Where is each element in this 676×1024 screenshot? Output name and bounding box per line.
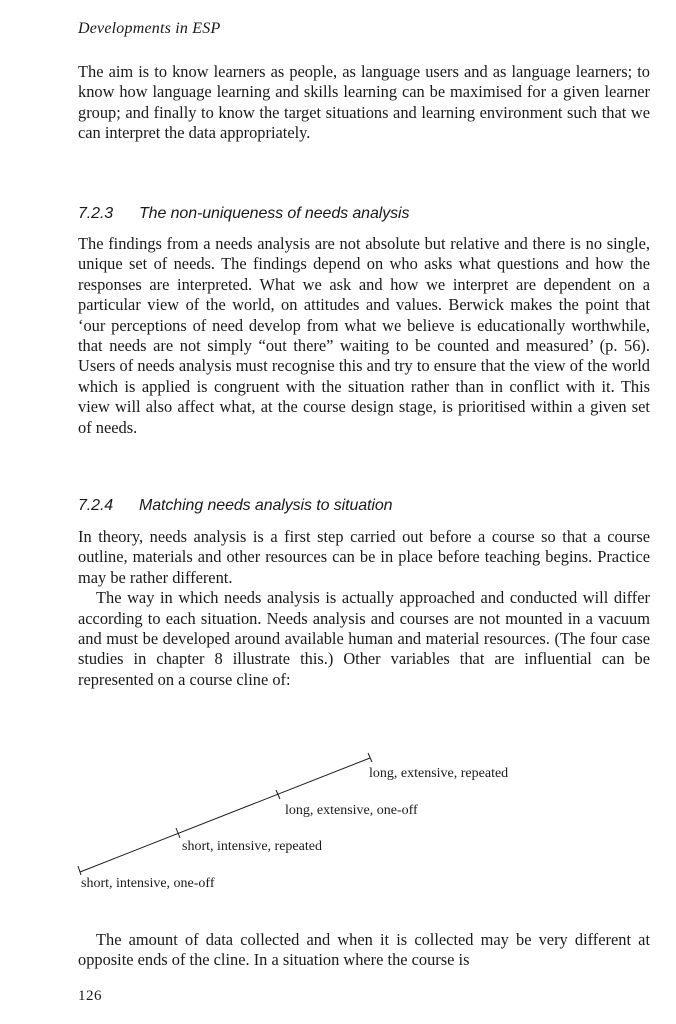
running-head: Developments in ESP (78, 20, 221, 37)
section-7-2-4-body (78, 527, 650, 690)
cline-label-long-repeated: long, extensive, repeated (369, 766, 509, 781)
section-number: 7.2.3 (78, 205, 114, 222)
intro-paragraph: The aim is to know learners as people, as language users and as language learners; to know how language learning and skills learning can be maximised for a given learner group; and finally to know the target situations and learning environment such that we can interpret the data appropriately. (78, 62, 650, 143)
section-heading-7-2-3 (78, 205, 409, 223)
page-number: 126 (78, 988, 102, 1004)
cline-tick-long-repeated (368, 753, 372, 762)
cline-label-long-oneoff: long, extensive, one-off (285, 803, 418, 818)
cline-label-short-oneoff: short, intensive, one-off (81, 876, 215, 891)
section-title: The non-uniqueness of needs analysis (139, 205, 410, 222)
section-7-2-4-paragraph-2: The way in which needs analysis is actually approached and conducted will differ according to each situation. Needs analysis and courses are not mounted in a vacuum and must be developed around available human and material resources. (The four case studies in chapter 8 illustrate this.) Other variables that are influential can be represented on a course cline of: (78, 588, 650, 689)
course-cline-figure (70, 720, 570, 900)
cline-tick-short-oneoff (78, 866, 81, 875)
section-number: 7.2.4 (78, 497, 114, 514)
closing-paragraph-block (78, 930, 650, 971)
cline-label-short-repeated: short, intensive, repeated (182, 839, 322, 854)
section-7-2-3-paragraph: The findings from a needs analysis are not absolute but relative and there is no single, unique set of needs. The findings depend on who asks what questions and how the responses are interpreted. What we ask and how we interpret are dependent on a particular view of the world, on attitudes and values. Berwick makes the point that ‘our perceptions of need develop from what we believe is educationally worthwhile, that needs are not simply “out there” waiting to be counted and measured’ (p. 56). Users of needs analysis must recognise this and try to ensure that the view of the world which is applied is congruent with the situation rather than in conflict with it. This view will also affect what, at the course design stage, is prioritised within a given set of needs. (78, 234, 650, 437)
intro-paragraph-block (78, 62, 650, 144)
section-heading-7-2-4 (78, 497, 392, 515)
section-7-2-4-paragraph-1: In theory, needs analysis is a first step carried out before a course so that a course outline, materials and other resources can be in place before teaching begins. Practice may be rather different. (78, 527, 650, 587)
section-title: Matching needs analysis to situation (139, 497, 393, 514)
closing-paragraph: The amount of data collected and when it is collected may be very different at opposite ends of the cline. In a situation where the course is (78, 930, 650, 970)
section-7-2-3-body (78, 234, 650, 438)
